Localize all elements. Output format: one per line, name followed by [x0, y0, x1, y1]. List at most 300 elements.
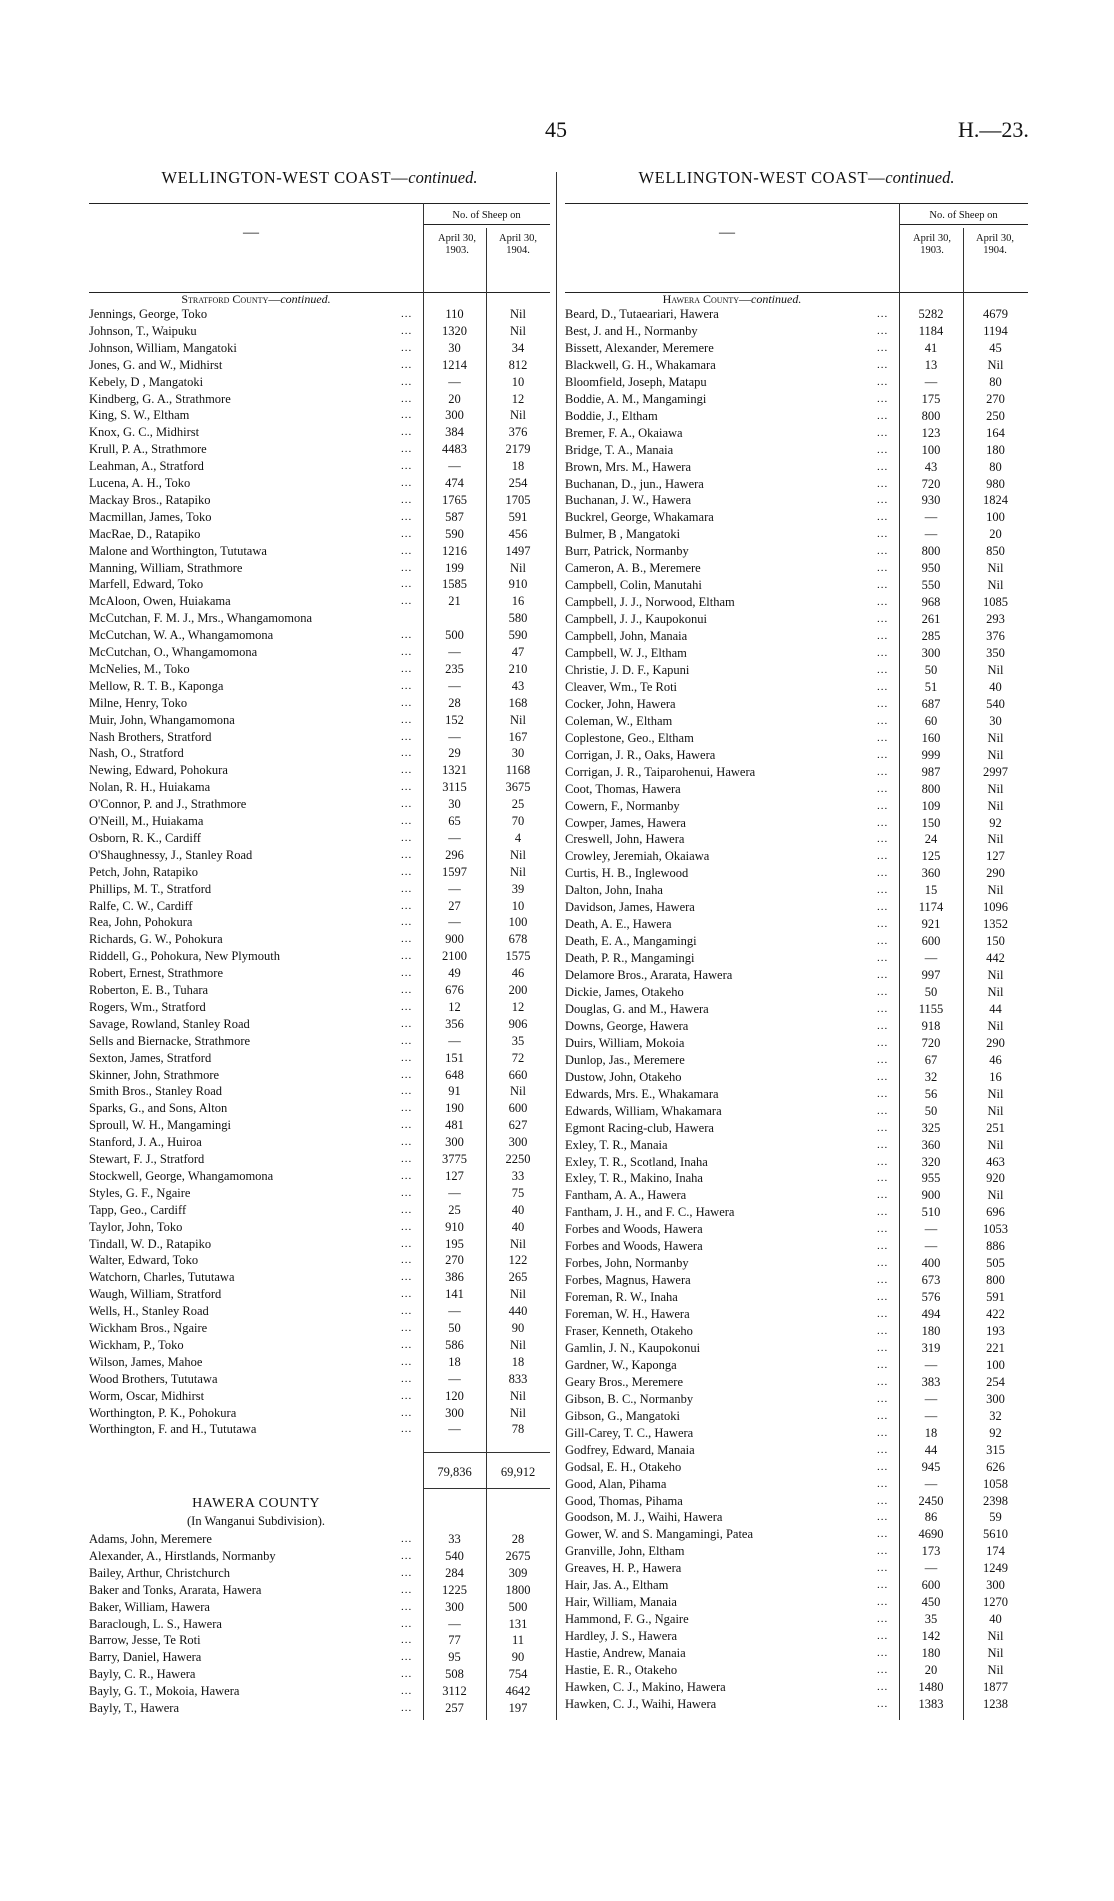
owner-name: Hair, Jas. A., Eltham: [565, 1578, 669, 1593]
leader-dots: ...: [877, 1697, 889, 1710]
sheep-1903: 127: [445, 1168, 464, 1183]
sheep-1903: 296: [445, 847, 464, 862]
leader-dots: ...: [877, 647, 889, 659]
table-row: [565, 1154, 1028, 1171]
owner-name: Exley, T. R., Manaia: [565, 1137, 668, 1152]
owner-name: Newing, Edward, Pohokura: [89, 763, 228, 778]
sheep-1904: Nil: [987, 968, 1004, 983]
table-row: [565, 628, 1028, 645]
leader-dots: ...: [877, 731, 889, 744]
sheep-1903: 968: [921, 595, 941, 610]
table-row: [89, 847, 550, 864]
sheep-1904: 1497: [505, 543, 531, 558]
table-row: [89, 526, 550, 543]
leader-dots: ...: [877, 1053, 889, 1066]
owner-name: Mackay Bros., Ratapiko: [89, 492, 211, 507]
owner-name: Gibson, G., Mangatoki: [565, 1408, 680, 1423]
owner-name: Foreman, R. W., Inaha: [565, 1290, 678, 1305]
owner-name: O'Shaughnessy, J., Stanley Road: [89, 847, 253, 862]
table-row: [565, 1187, 1028, 1204]
left-title: [89, 168, 550, 188]
sheep-1903: 142: [921, 1629, 941, 1644]
leader-dots: ...: [401, 984, 413, 996]
owner-name: Hastie, E. R., Otakeho: [565, 1663, 678, 1677]
leader-dots: ...: [401, 443, 413, 456]
sheep-1904: 1249: [983, 1561, 1008, 1576]
owner-name: Bloomfield, Joseph, Matapu: [565, 374, 707, 389]
owner-name: Forbes and Woods, Hawera: [565, 1222, 703, 1237]
sheep-1904: 254: [986, 1374, 1005, 1389]
leader-dots: ...: [877, 782, 889, 795]
sheep-1903: 32: [924, 1069, 938, 1084]
sheep-1904: 505: [986, 1256, 1005, 1271]
sheep-1903: 1225: [442, 1582, 467, 1597]
left-header-1903: April 30, 1903.: [438, 233, 476, 256]
owner-name: Walter, Edward, Toko: [89, 1253, 199, 1268]
table-row: [89, 1666, 550, 1683]
sheep-1903: —: [448, 1304, 461, 1319]
owner-name: Bridge, T. A., Manaia: [565, 442, 674, 457]
owner-name: McCutchan, F. M. J., Mrs., Whangamomona: [89, 611, 313, 626]
sheep-1904: 18: [511, 1354, 525, 1369]
owner-name: Hawken, C. J., Waihi, Hawera: [565, 1696, 717, 1711]
table-row: [565, 611, 1028, 628]
table-row: [565, 1306, 1028, 1323]
table-row: [89, 712, 550, 729]
sheep-1904: Nil: [987, 985, 1004, 999]
table-row: [89, 762, 550, 779]
owner-name: Exley, T. R., Scotland, Inaha: [565, 1154, 708, 1169]
table-row: [565, 1221, 1028, 1238]
leader-dots: ...: [877, 1036, 889, 1049]
table-row: [565, 899, 1028, 916]
leader-dots: ...: [877, 1240, 889, 1253]
table-row: [565, 967, 1028, 984]
owner-name: Baraclough, L. S., Hawera: [89, 1616, 222, 1631]
table-row: [565, 1577, 1028, 1594]
sheep-1904: 4642: [505, 1684, 531, 1699]
table-row: [89, 1371, 550, 1388]
leader-dots: ...: [877, 1460, 889, 1473]
right-header-1903: April 30, 1903.: [913, 233, 951, 256]
sheep-1903: 41: [924, 340, 938, 355]
sheep-1904: 1085: [983, 595, 1008, 610]
table-row: [565, 950, 1028, 967]
sheep-1904: 2250: [505, 1152, 531, 1166]
leader-dots: ...: [401, 1406, 413, 1419]
table-row: [89, 560, 550, 577]
owner-name: Corrigan, J. R., Oaks, Hawera: [565, 747, 716, 762]
right-title-continued: continued.: [885, 168, 955, 187]
owner-name: Malone and Worthington, Tututawa: [89, 543, 267, 558]
owner-name: Johnson, T., Waipuku: [89, 323, 197, 338]
owner-name: Ralfe, C. W., Cardiff: [89, 898, 193, 913]
sheep-1904: 10: [511, 374, 525, 389]
sheep-1904: 72: [511, 1050, 525, 1065]
leader-dots: ...: [401, 1600, 413, 1613]
sheep-1904: 30: [989, 713, 1002, 728]
sheep-1903: 1765: [442, 492, 467, 507]
leader-dots: ...: [877, 1019, 889, 1032]
sheep-1903: 5282: [918, 307, 944, 321]
owner-name: Roberton, E. B., Tuhara: [89, 983, 209, 997]
sheep-1903: 360: [921, 866, 941, 881]
sheep-1904: Nil: [987, 781, 1004, 796]
sheep-1903: —: [448, 881, 461, 896]
sheep-1904: 127: [986, 849, 1005, 864]
sheep-1904: 678: [508, 932, 528, 947]
sheep-1903: 481: [445, 1118, 464, 1133]
sheep-1904: 910: [508, 577, 528, 592]
sheep-1904: 309: [508, 1565, 528, 1580]
table-row: [565, 1120, 1028, 1137]
owner-name: Bailey, Arthur, Christchurch: [89, 1565, 231, 1580]
leader-dots: ...: [401, 1702, 413, 1714]
leader-dots: ...: [877, 528, 889, 541]
sheep-1903: 150: [921, 815, 941, 830]
sheep-1904: 11: [511, 1633, 525, 1648]
owner-name: O'Connor, P. and J., Strathmore: [89, 797, 247, 812]
owner-name: Barry, Daniel, Hawera: [89, 1650, 202, 1665]
sheep-1904: Nil: [987, 1086, 1004, 1101]
sheep-1903: 285: [921, 629, 941, 644]
owner-name: Hawken, C. J., Makino, Hawera: [565, 1679, 726, 1694]
right-title-main: WELLINGTON-WEST COAST—: [638, 168, 886, 187]
owner-name: Worthington, F. and H., Tututawa: [89, 1422, 257, 1437]
leader-dots: ...: [877, 477, 889, 490]
sheep-1904: Nil: [510, 1084, 526, 1099]
sheep-1903: 383: [921, 1374, 941, 1389]
sheep-1903: 3115: [442, 780, 467, 795]
right-header-1904: April 30, 1904.: [976, 233, 1014, 256]
sheep-1903: 687: [921, 696, 941, 711]
owner-name: Baker, William, Hawera: [89, 1599, 210, 1614]
sheep-1903: 955: [921, 1171, 941, 1186]
owner-name: Bulmer, B , Mangatoki: [565, 527, 681, 542]
sheep-1904: Nil: [987, 1646, 1004, 1661]
leader-dots: ...: [877, 697, 889, 710]
table-row: [565, 425, 1028, 442]
leader-dots: ...: [877, 1358, 889, 1371]
sheep-1903: 27: [448, 898, 461, 913]
leader-dots: ...: [401, 781, 413, 794]
table-row: [565, 1526, 1028, 1543]
sheep-1904: 16: [511, 594, 525, 609]
leader-dots: ...: [401, 1102, 413, 1115]
sheep-1904: Nil: [510, 1388, 526, 1403]
table-row: [565, 831, 1028, 848]
leader-dots: ...: [401, 629, 413, 642]
leader-dots: ...: [401, 1389, 413, 1402]
sheep-1904: 1705: [505, 492, 531, 507]
leader-dots: ...: [401, 1136, 413, 1149]
sheep-1903: 500: [445, 628, 464, 643]
page-reference: H.—23.: [958, 117, 1029, 142]
leader-dots: ...: [877, 1392, 889, 1405]
sheep-1903: 35: [924, 1612, 938, 1627]
leader-dots: ...: [401, 1119, 413, 1132]
leader-dots: ...: [877, 1579, 889, 1592]
sheep-1904: Nil: [987, 730, 1004, 745]
owner-name: Edwards, Mrs. E., Whakamara: [565, 1086, 719, 1101]
sheep-1904: 180: [986, 442, 1005, 457]
owner-name: Goodson, M. J., Waihi, Hawera: [565, 1510, 723, 1525]
sheep-1904: Nil: [987, 1663, 1004, 1677]
table-row: [89, 424, 550, 441]
sheep-1903: 190: [445, 1101, 464, 1116]
owner-name: Geary Bros., Meremere: [565, 1374, 684, 1389]
table-row: [565, 1137, 1028, 1154]
leader-dots: ...: [877, 1409, 889, 1422]
table-row: [565, 865, 1028, 882]
owner-name: Cowper, James, Hawera: [565, 815, 686, 830]
sheep-1904: 660: [508, 1067, 528, 1082]
owner-name: O'Neill, M., Huiakama: [89, 814, 204, 828]
sheep-1903: 590: [445, 526, 464, 541]
leader-dots: ...: [401, 1237, 413, 1250]
sheep-1903: 508: [445, 1667, 464, 1682]
sheep-1904: 580: [508, 611, 528, 626]
owner-name: Bissett, Alexander, Meremere: [565, 340, 714, 355]
owner-name: Richards, G. W., Pohokura: [89, 932, 223, 947]
leader-dots: ...: [877, 1664, 889, 1676]
leader-dots: ...: [401, 1423, 413, 1436]
leader-dots: ...: [401, 1617, 413, 1630]
table-row: [565, 340, 1028, 357]
leader-dots: ...: [401, 341, 413, 354]
leader-dots: ...: [401, 1305, 413, 1318]
sheep-1904: 812: [508, 357, 528, 372]
table-row: [89, 576, 550, 593]
table-row: [89, 1083, 550, 1100]
owner-name: Campbell, J. J., Norwood, Eltham: [565, 595, 735, 610]
table-row: [565, 492, 1028, 509]
sheep-1903: 284: [445, 1565, 464, 1580]
owner-name: Burr, Patrick, Normanby: [565, 544, 689, 559]
leader-dots: ...: [401, 544, 413, 557]
sheep-1903: 4483: [442, 442, 467, 457]
table-row: [565, 645, 1028, 662]
sheep-1904: 500: [508, 1599, 528, 1614]
owner-name: Corrigan, J. R., Taiparohenui, Hawera: [565, 764, 756, 779]
sheep-1904: 1800: [505, 1582, 531, 1597]
owner-name: King, S. W., Eltham: [89, 408, 190, 423]
leader-dots: ...: [877, 1630, 889, 1643]
sheep-1904: Nil: [987, 832, 1004, 847]
sheep-1903: 151: [445, 1050, 464, 1065]
leader-dots: ...: [401, 1288, 413, 1301]
owner-name: Campbell, W. J., Eltham: [565, 646, 687, 660]
owner-name: Dickie, James, Otakeho: [565, 985, 684, 999]
left-header-1904: April 30, 1904.: [499, 233, 537, 256]
leader-dots: ...: [401, 1271, 413, 1284]
leader-dots: ...: [401, 1533, 413, 1545]
sheep-1904: 1270: [983, 1595, 1008, 1610]
leader-dots: ...: [877, 1189, 889, 1202]
sheep-1903: 1597: [442, 864, 467, 879]
sheep-1904: 25: [511, 797, 525, 812]
sheep-1904: 30: [511, 746, 525, 761]
table-row: [89, 1616, 550, 1633]
sheep-1904: 18: [511, 459, 525, 474]
owner-name: Best, J. and H., Normanby: [565, 323, 698, 338]
sheep-1904: 100: [986, 1357, 1005, 1372]
table-row: [89, 813, 550, 830]
leader-dots: ...: [401, 713, 413, 726]
owner-name: Taylor, John, Toko: [89, 1219, 183, 1234]
leader-dots: ...: [401, 1169, 413, 1182]
table-row: [565, 1170, 1028, 1187]
leader-dots: ...: [401, 308, 413, 320]
sheep-1903: 257: [445, 1701, 464, 1715]
sheep-1904: Nil: [987, 798, 1004, 813]
owner-name: Dunlop, Jas., Meremere: [565, 1052, 685, 1067]
sheep-1904: 40: [511, 1219, 525, 1234]
owner-name: Gill-Carey, T. C., Hawera: [565, 1425, 694, 1440]
sheep-1903: 384: [445, 425, 464, 440]
sheep-1903: 800: [921, 408, 941, 423]
right-title: [565, 168, 1028, 188]
sheep-1904: 45: [989, 340, 1002, 355]
table-row: [89, 1168, 550, 1185]
table-row: [89, 391, 550, 408]
table-row: [89, 1219, 550, 1236]
sheep-1904: 300: [986, 1391, 1005, 1406]
sheep-1903: —: [924, 1391, 938, 1406]
sheep-1903: 673: [921, 1273, 941, 1288]
sheep-1904: 833: [508, 1371, 528, 1386]
sheep-1903: —: [924, 1476, 938, 1491]
sheep-1904: 16: [989, 1069, 1002, 1084]
table-row: [565, 1543, 1028, 1560]
owner-name: Stewart, F. J., Stratford: [89, 1152, 205, 1166]
leader-dots: ...: [401, 1549, 413, 1562]
left-header-dash: —: [243, 224, 259, 241]
leader-dots: ...: [877, 579, 889, 592]
table-row: [89, 1565, 550, 1582]
leader-dots: ...: [877, 1172, 889, 1185]
sheep-1903: 30: [448, 797, 461, 812]
leader-dots: ...: [877, 1443, 889, 1456]
leader-dots: ...: [877, 613, 889, 626]
owner-name: Sparks, G., and Sons, Alton: [89, 1101, 228, 1116]
sheep-1904: 40: [989, 679, 1002, 694]
leader-dots: ...: [877, 375, 889, 388]
table-row: [565, 781, 1028, 798]
sheep-1904: 5610: [983, 1527, 1008, 1542]
leader-dots: ...: [877, 426, 889, 439]
sheep-1903: 173: [921, 1544, 941, 1559]
sheep-1904: Nil: [987, 883, 1004, 898]
sheep-1903: 109: [921, 798, 941, 813]
owner-name: Sells and Biernacke, Strathmore: [89, 1033, 251, 1048]
sheep-1904: 293: [986, 612, 1005, 627]
sheep-1904: 1238: [983, 1696, 1008, 1711]
sheep-1904: 210: [508, 661, 528, 676]
table-row: [89, 914, 550, 931]
table-row: [89, 492, 550, 509]
leader-dots: ...: [401, 358, 413, 371]
owner-name: Wilson, James, Mahoe: [89, 1354, 203, 1369]
sheep-1903: 43: [924, 459, 938, 474]
sheep-1904: 2675: [505, 1548, 531, 1563]
sheep-1904: 59: [989, 1510, 1002, 1525]
owner-name: Curtis, H. B., Inglewood: [565, 866, 689, 881]
leader-dots: ...: [401, 764, 413, 777]
sheep-1904: 12: [511, 999, 525, 1014]
sheep-1904: 1352: [983, 917, 1008, 932]
sheep-1904: 3675: [505, 780, 531, 795]
leader-dots: ...: [877, 748, 889, 761]
sheep-1904: 100: [986, 510, 1005, 525]
sheep-1903: 319: [921, 1340, 941, 1355]
table-row: [89, 323, 550, 340]
table-row: [565, 1238, 1028, 1255]
sheep-1904: Nil: [510, 712, 526, 727]
owner-name: Rea, John, Pohokura: [89, 915, 193, 930]
sheep-1904: 300: [986, 1578, 1005, 1593]
leader-dots: ...: [877, 1341, 889, 1354]
sheep-1904: 197: [508, 1701, 528, 1715]
sheep-1903: 1585: [442, 577, 467, 592]
leader-dots: ...: [401, 747, 413, 760]
owner-name: Leahman, A., Stratford: [89, 459, 204, 474]
owner-name: Buchanan, D., jun., Hawera: [565, 476, 704, 491]
sheep-1904: 886: [986, 1239, 1005, 1254]
owner-name: Death, A. E., Hawera: [565, 917, 672, 932]
leader-dots: ...: [401, 426, 413, 439]
leader-dots: ...: [877, 1562, 889, 1575]
owner-name: Nash Brothers, Stratford: [89, 729, 212, 744]
table-row: [565, 916, 1028, 933]
left-title-continued: continued.: [408, 168, 478, 187]
owner-name: Coplestone, Geo., Eltham: [565, 730, 694, 745]
sheep-1904: 696: [986, 1205, 1005, 1220]
sheep-1904: 174: [986, 1544, 1005, 1559]
leader-dots: ...: [877, 1613, 889, 1626]
right-header-dash: —: [719, 224, 735, 241]
sheep-1903: —: [924, 1222, 938, 1237]
leader-dots: ...: [401, 1668, 413, 1681]
owner-name: Krull, P. A., Strathmore: [89, 442, 207, 457]
sheep-1903: 21: [448, 594, 461, 609]
sheep-1903: —: [924, 1239, 938, 1254]
sheep-1904: Nil: [510, 847, 526, 862]
sheep-1903: —: [448, 459, 461, 474]
sheep-1903: 3775: [442, 1152, 467, 1166]
table-row: [565, 1272, 1028, 1289]
sheep-1903: 2450: [918, 1493, 944, 1508]
owner-name: Worm, Oscar, Midhirst: [89, 1388, 205, 1403]
sheep-1904: 440: [508, 1304, 528, 1319]
leader-dots: ...: [877, 1680, 889, 1693]
sheep-1904: 47: [511, 645, 525, 659]
leader-dots: ...: [401, 392, 413, 405]
owner-name: Wickham, P., Toko: [89, 1337, 184, 1352]
leader-dots: ...: [401, 561, 413, 574]
sheep-1903: 261: [921, 612, 941, 627]
sheep-1903: —: [924, 1408, 938, 1423]
sheep-1903: 997: [921, 968, 941, 983]
owner-name: Godsal, E. H., Otakeho: [565, 1459, 682, 1474]
sheep-1904: Nil: [987, 747, 1004, 762]
sheep-1903: 300: [445, 1135, 464, 1150]
leader-dots: ...: [877, 1308, 889, 1321]
sheep-1903: 300: [921, 646, 941, 660]
sheep-1904: 906: [508, 1016, 528, 1031]
sheep-1903: 2100: [442, 949, 467, 964]
table-row: [565, 1255, 1028, 1272]
